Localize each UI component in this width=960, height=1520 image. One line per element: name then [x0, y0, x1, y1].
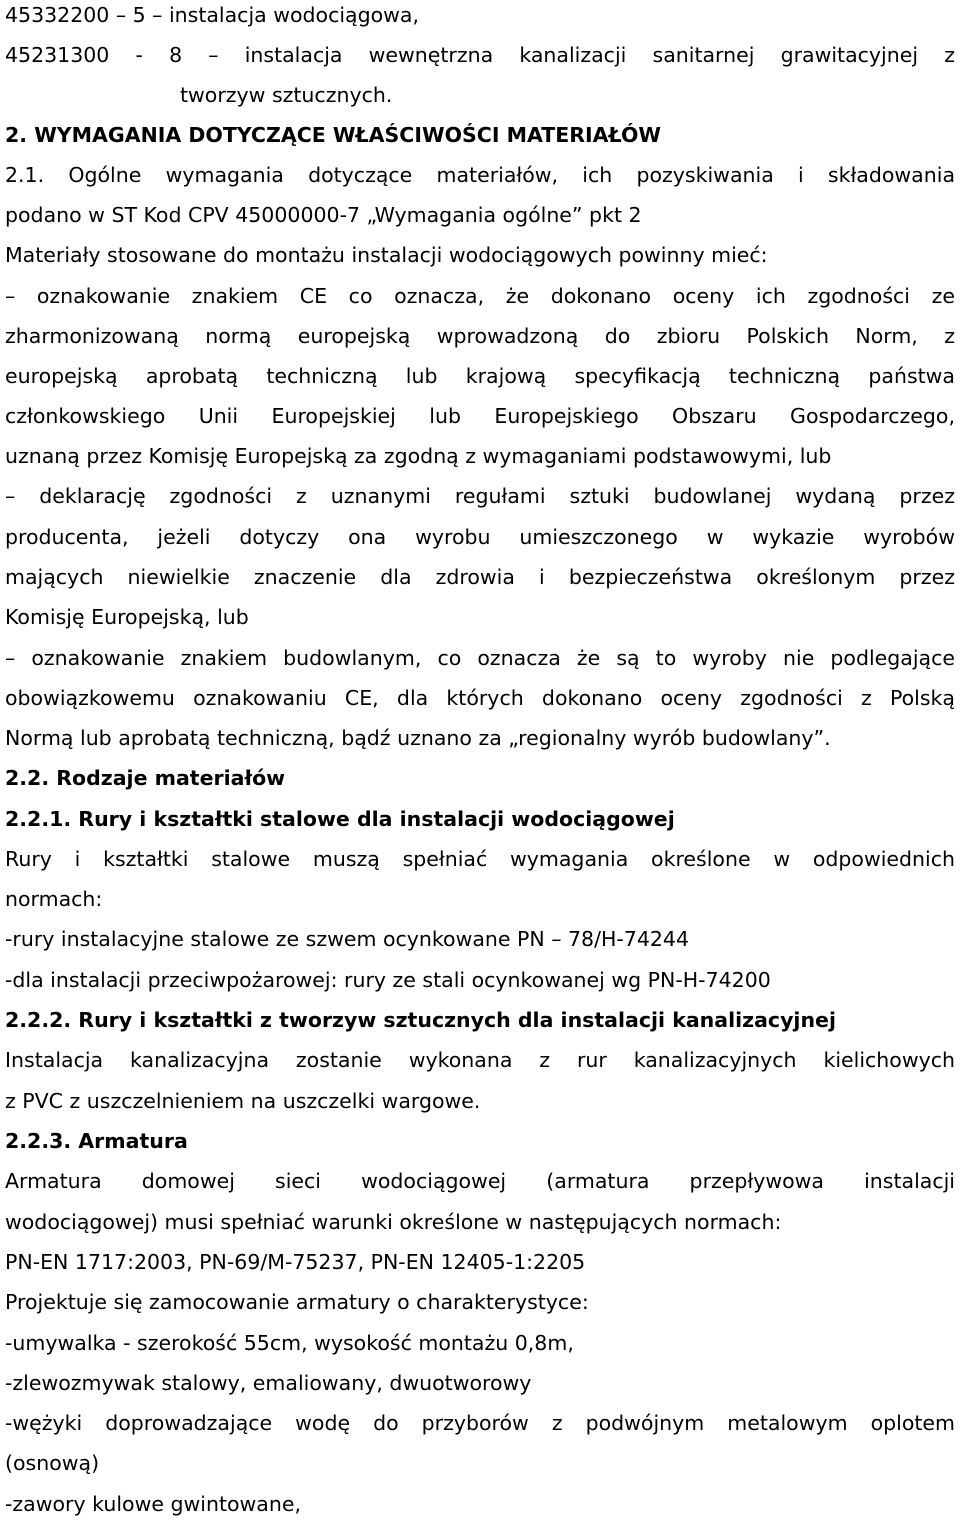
fittings-item-hoses-continued: (osnową)	[5, 1451, 100, 1475]
materials-intro: Materiały stosowane do montażu instalacji wodociągowych powinny mieć:	[5, 243, 768, 267]
fittings-standards: PN-EN 1717:2003, PN-69/M-75237, PN-EN 12405-1:2205	[5, 1250, 586, 1274]
ce-marking-line-5: uznaną przez Komisję Europejską za zgodną z wymaganiami podstawowymi, lub	[5, 444, 832, 468]
fittings-line-2: wodociągowej) musi spełniać warunki określone w następujących normach:	[5, 1210, 782, 1234]
plastic-pipes-line-2: z PVC z uszczelnieniem na uszczelki wargowe.	[5, 1089, 481, 1113]
section-heading-steel-pipes: 2.2.1. Rury i kształtki stalowe dla instalacji wodociągowej	[5, 807, 675, 831]
document-page	[5, 0, 955, 1520]
steel-pipes-line-1: Rury i kształtki stalowe muszą spełniać wymagania określone w odpowiednich	[5, 847, 955, 871]
section-heading-fittings: 2.2.3. Armatura	[5, 1129, 188, 1153]
ce-marking-line-4: członkowskiego Unii Europejskiej lub Europejskiego Obszaru Gospodarczego,	[5, 404, 955, 428]
declaration-line-3: mających niewielkie znaczenie dla zdrowia i bezpieczeństwa określonym przez	[5, 565, 955, 589]
building-mark-line-2: obowiązkowemu oznakowaniu CE, dla których dokonano oceny zgodności z Polską	[5, 686, 955, 710]
fittings-item-hoses: -wężyki doprowadzające wodę do przyborów z podwójnym metalowym oplotem	[5, 1411, 955, 1435]
ce-marking-line-3: europejską aprobatą techniczną lub krajową specyfikacją techniczną państwa	[5, 364, 955, 388]
cpv-code-line-2: 45231300 - 8 – instalacja wewnętrzna kanalizacji sanitarnej grawitacyjnej z	[5, 43, 955, 67]
steel-pipes-item-1: -rury instalacyjne stalowe ze szwem ocynkowane PN – 78/H-74244	[5, 927, 690, 951]
section-heading-plastic-pipes: 2.2.2. Rury i kształtki z tworzyw sztucznych dla instalacji kanalizacyjnej	[5, 1008, 836, 1032]
plastic-pipes-line-1: Instalacja kanalizacyjna zostanie wykonana z rur kanalizacyjnych kielichowych	[5, 1048, 955, 1072]
building-mark-line-1: – oznakowanie znakiem budowlanym, co oznacza że są to wyroby nie podlegające	[5, 646, 955, 670]
declaration-line-1: – deklarację zgodności z uznanymi regułami sztuki budowlanej wydaną przez	[5, 484, 955, 508]
fittings-item-sink: -zlewozmywak stalowy, emaliowany, dwuotworowy	[5, 1371, 532, 1395]
section-heading-material-types: 2.2. Rodzaje materiałów	[5, 766, 286, 790]
cpv-code-line-2-continued: tworzyw sztucznych.	[180, 83, 393, 107]
steel-pipes-line-2: normach:	[5, 887, 103, 911]
steel-pipes-item-2: -dla instalacji przeciwpożarowej: rury ze stali ocynkowanej wg PN-H-74200	[5, 968, 771, 992]
paragraph-2-1-line-2: podano w ST Kod CPV 45000000-7 „Wymagania ogólne” pkt 2	[5, 203, 642, 227]
fittings-intro: Projektuje się zamocowanie armatury o charakterystyce:	[5, 1290, 589, 1314]
paragraph-2-1-line-1: 2.1. Ogólne wymagania dotyczące materiałów, ich pozyskiwania i składowania	[5, 163, 955, 187]
declaration-line-2: producenta, jeżeli dotyczy ona wyrobu umieszczonego w wykazie wyrobów	[5, 525, 955, 549]
building-mark-line-3: Normą lub aprobatą techniczną, bądź uznano za „regionalny wyrób budowlany”.	[5, 726, 831, 750]
cpv-code-line-1: 45332200 – 5 – instalacja wodociągowa,	[5, 3, 420, 27]
declaration-line-4: Komisję Europejską, lub	[5, 605, 249, 629]
ce-marking-line-2: zharmonizowaną normą europejską wprowadzoną do zbioru Polskich Norm, z	[5, 324, 955, 348]
fittings-item-ball-valves: -zawory kulowe gwintowane,	[5, 1492, 301, 1516]
section-heading-materials: 2. WYMAGANIA DOTYCZĄCE WŁAŚCIWOŚCI MATERIAŁÓW	[5, 123, 661, 147]
fittings-item-washbasin: -umywalka - szerokość 55cm, wysokość montażu 0,8m,	[5, 1331, 574, 1355]
ce-marking-line-1: – oznakowanie znakiem CE co oznacza, że dokonano oceny ich zgodności ze	[5, 284, 955, 308]
fittings-line-1: Armatura domowej sieci wodociągowej (armatura przepływowa instalacji	[5, 1169, 955, 1193]
